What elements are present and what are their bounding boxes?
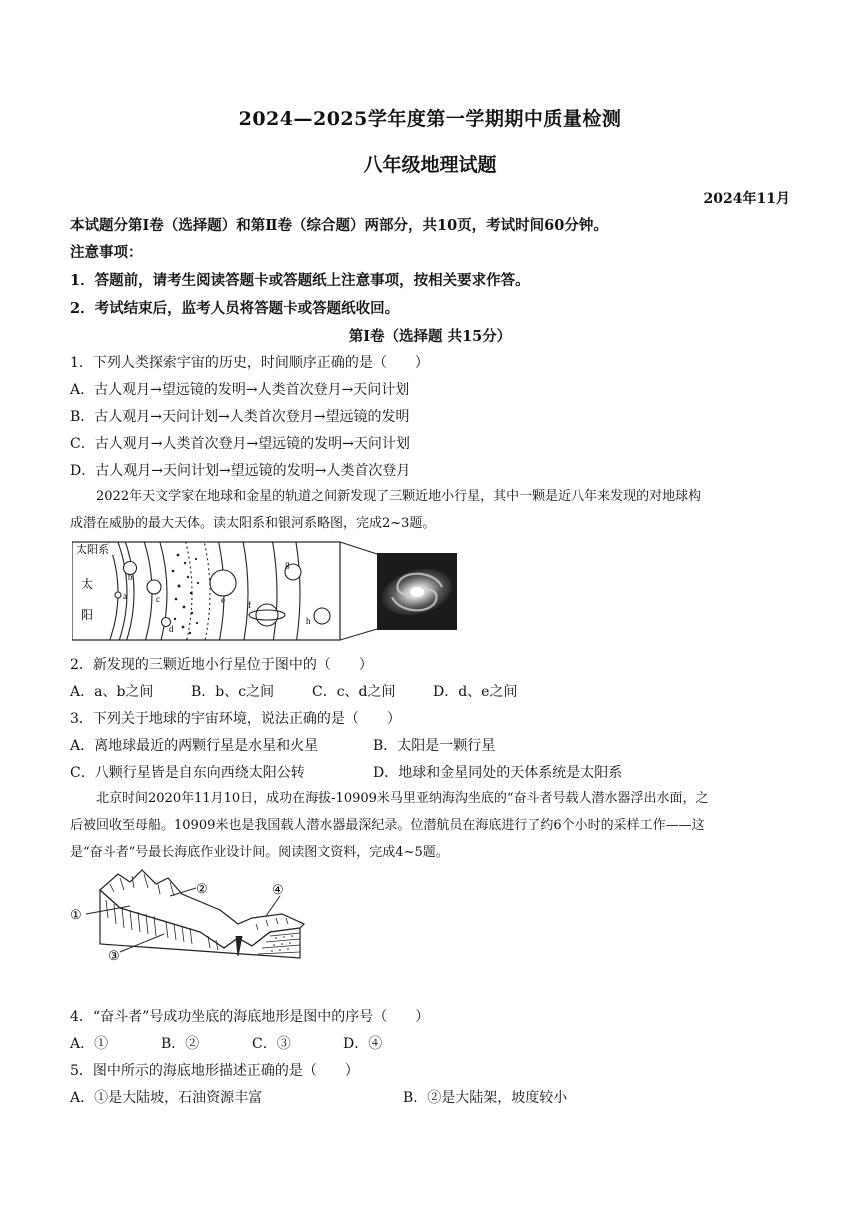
solar-system-label: 太阳系 [76,544,109,556]
planet-label-a: a [123,591,127,601]
notice-item-2: 2．考试结束后，监考人员将答题卡或答题纸收回。 [70,300,400,317]
planet-label-d: d [169,624,174,634]
sun-label-2: 阳 [81,608,94,622]
passage-2-line-2: 后被回收至母船。10909米也是我国载人潜水器最深纪录。位潜航员在海底进行了约6个小时的采样工作——这 [70,818,705,833]
label-2: ② [196,881,208,896]
q1-option-d: D．古人观月→天问计划→望远镜的发明→人类首次登月 [70,463,411,479]
q5-option-a: A．①是大陆坡，石油资源丰富 [70,1090,263,1106]
q5-stem: 5．图中所示的海底地形描述正确的是（ ） [70,1063,359,1079]
exam-subtitle: 八年级地理试题 [363,154,497,176]
q1-option-c: C．古人观月→人类首次登月→望远镜的发明→天问计划 [70,436,410,452]
q4-option-d: D．④ [343,1036,383,1052]
q4-stem: 4．“奋斗者”号成功坐底的海底地形是图中的序号（ ） [70,1009,430,1025]
planet-label-g: g [285,559,290,569]
q1-stem: 1．下列人类探索宇宙的历史，时间顺序正确的是（ ） [70,355,429,371]
label-4: ④ [272,882,284,897]
label-3: ③ [108,948,120,963]
q2-option-a: A．a、b之间 [70,684,154,700]
passage-1-line-1: 2022年天文学家在地球和金星的轨道之间新发现了三颗近地小行星，其中一颗是近八年来发现的对地球构 [96,489,702,504]
planet-label-c: c [156,594,160,604]
planet-a [115,592,121,598]
q2-stem: 2．新发现的三颗近地小行星位于图中的（ ） [70,657,373,673]
notice-item-1: 1．答题前，请考生阅读答题卡或答题纸上注意事项，按相关要求作答。 [70,272,530,289]
passage-2 [70,785,792,866]
q5-option-b: B．②是大陆架，坡度较小 [403,1090,568,1106]
notice-title: 注意事项： [70,244,143,261]
planet-label-h: h [306,616,311,626]
label-1: ① [70,907,82,922]
q4-option-b: B．② [161,1036,200,1052]
leader-4 [266,896,280,916]
q2-option-d: D．d、e之间 [433,684,518,700]
section-title: 第Ⅰ卷（选择题 共15分） [348,328,512,345]
planet-f [256,604,278,626]
q2-option-c: C．c、d之间 [312,684,396,700]
passage-2-line-1: 北京时间2020年11月10日，成功在海拔-10909米马里亚纳海沟坐底的“奋斗者号载人潜水器浮出水面，之 [96,791,709,806]
planet-label-b: b [128,572,133,582]
q2-option-b: B．b、c之间 [191,684,275,700]
passage-2-line-3: 是“奋斗者”号最长海底作业设计间。阅读图文资料，完成4~5题。 [70,845,449,860]
exam-title: 2024—2025学年度第一学期期中质量检测 [238,108,622,130]
q1-option-b: B．古人观月→天问计划→人类首次登月→望远镜的发明 [70,409,410,425]
seafloor-figure [70,866,310,968]
q3-stem: 3．下列关于地球的宇宙环境，说法正确的是（ ） [70,711,401,727]
planet-label-f: f [248,600,251,610]
planet-label-e: e [221,595,225,605]
q3-option-c: C．八颗行星皆是自东向西绕太阳公转 [70,765,305,781]
q3-option-b: B．太阳是一颗行星 [373,738,496,754]
planet-h [314,608,330,624]
q3-option-a: A．离地球最近的两颗行星是水星和火星 [70,738,319,754]
passage-1-line-2: 成潜在威胁的最大天体。读太阳系和银河系略图，完成2~3题。 [70,516,436,531]
sun-label-1: 太 [81,577,94,591]
passage-1 [70,483,792,537]
q3-option-d: D．地球和金星同处的天体系统是太阳系 [373,765,623,781]
q4-option-c: C．③ [252,1036,291,1052]
solar-system-figure [72,541,462,643]
planet-c [147,580,161,594]
instructions-intro: 本试题分第Ⅰ卷（选择题）和第Ⅱ卷（综合题）两部分，共10页，考试时间60分钟。 [70,217,608,234]
exam-date: 2024年11月 [703,191,790,207]
q1-option-a: A．古人观月→望远镜的发明→人类首次登月→天问计划 [70,382,410,398]
q4-option-a: A．① [70,1036,109,1052]
planet-e [210,570,236,596]
